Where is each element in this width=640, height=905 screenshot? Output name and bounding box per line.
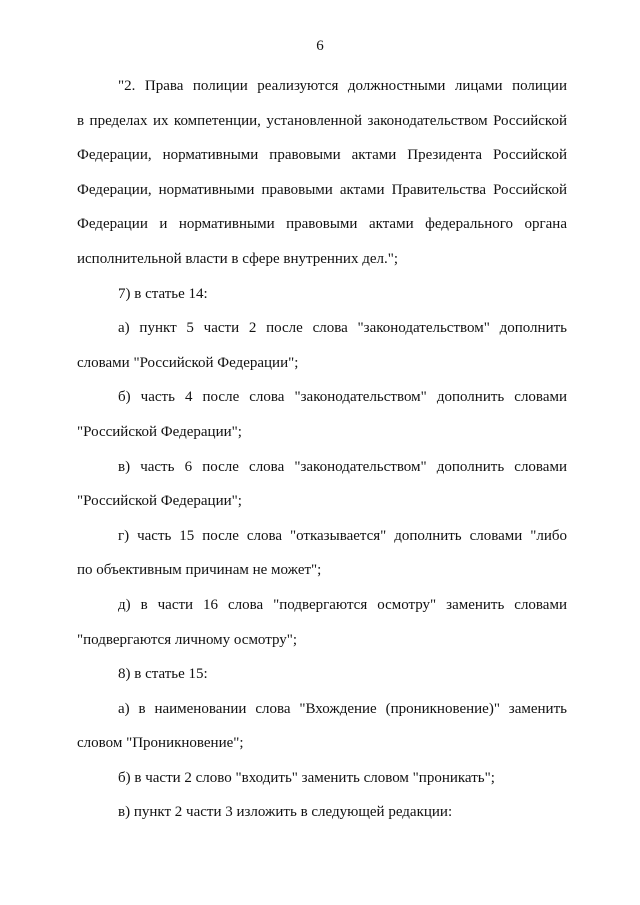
text-line: "подвергаются личному осмотру"; [77,631,298,648]
paragraph-item-b-art15 [77,761,567,796]
text-line: "Российской Федерации"; [77,423,242,440]
paragraph-article-14 [77,277,567,312]
paragraph-item-b [77,380,567,449]
paragraph-article-15 [77,657,567,692]
text-line: "Российской Федерации"; [77,493,242,510]
text-line: словом "Проникновение"; [77,735,244,752]
text-line: а) пункт 5 части 2 после слова "законодательством" дополнить [118,320,567,337]
text-line: в пределах их компетенции, установленной законодательством Российской [77,112,567,129]
paragraph-rights-of-police [77,69,567,277]
text-line: а) в наименовании слова "Вхождение (проникновение)" заменить [118,700,567,717]
text-line: по объективным причинам не может"; [77,562,322,579]
paragraph-item-v-art15 [77,795,567,830]
paragraph-item-a-art15 [77,692,567,761]
text-line: словами "Российской Федерации"; [77,354,299,371]
text-line: 8) в статье 15: [118,666,208,683]
paragraph-item-g [77,519,567,588]
text-line: Федерации, нормативными правовыми актами Президента Российской [77,147,567,164]
text-line: д) в части 16 слова "подвергаются осмотру" заменить словами [118,596,567,613]
text-line: в) часть 6 после слова "законодательством" дополнить словами [118,458,567,475]
page-number: 6 [316,38,324,54]
text-line: 7) в статье 14: [118,285,208,302]
paragraph-item-a [77,311,567,380]
text-line: в) пункт 2 части 3 изложить в следующей редакции: [118,804,453,821]
text-line: Федерации, нормативными правовыми актами Правительства Российской [77,181,567,198]
paragraph-item-d [77,588,567,657]
text-line: Федерации и нормативными правовыми актами федерального органа [77,216,567,233]
document-body [77,69,567,830]
text-line: г) часть 15 после слова "отказывается" дополнить словами "либо [118,527,567,544]
text-line: "2. Права полиции реализуются должностными лицами полиции [118,78,567,94]
text-line: б) в части 2 слово "входить" заменить словом "проникать"; [118,769,495,786]
text-line: исполнительной власти в сфере внутренних дел."; [77,250,399,267]
paragraph-item-v [77,450,567,519]
text-line: б) часть 4 после слова "законодательством" дополнить словами [118,389,567,406]
